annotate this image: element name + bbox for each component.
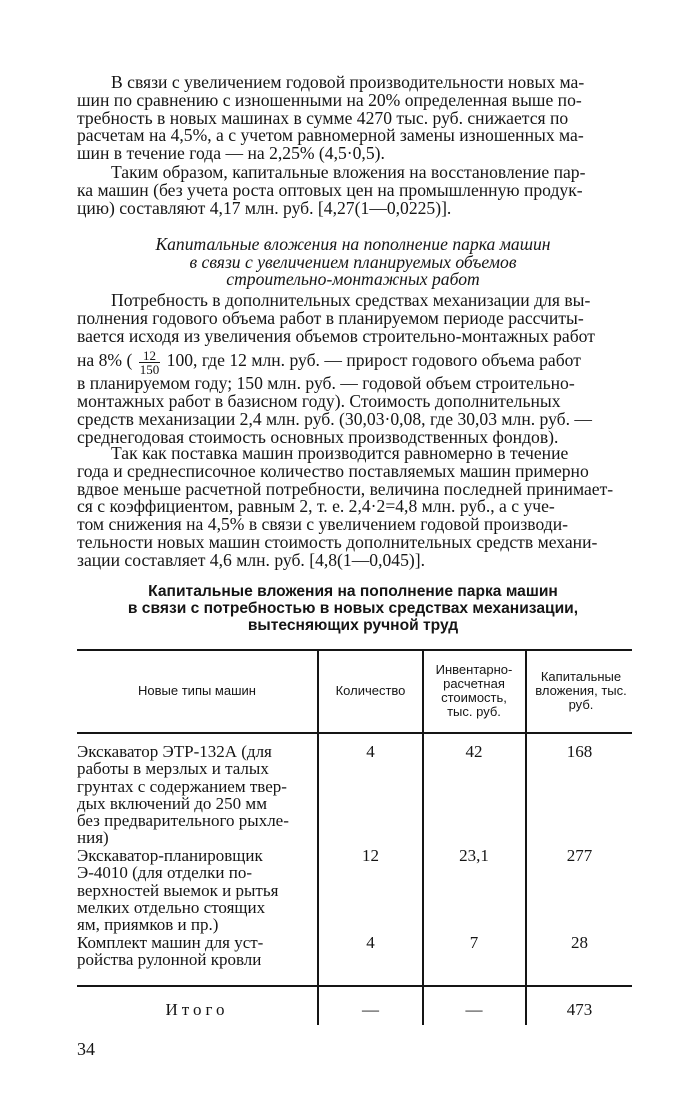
cell-line: без предварительного рыхле- <box>77 811 289 831</box>
paragraph-renewal-reduction <box>77 74 629 163</box>
cell-line: Комплект машин для уст- <box>77 933 264 952</box>
cell-line: Экскаватор ЭТР-132А (для <box>77 742 272 761</box>
heading-line: Капитальные вложения на пополнение парка машин <box>155 234 551 254</box>
cell-line: Экскаватор-планировщик <box>77 846 263 865</box>
formula-suffix: 100, где 12 млн. руб. — прирост годового объема работ <box>166 350 581 371</box>
paragraph-additional-mechanization <box>77 292 629 447</box>
text-line: монтажных работ в базисном году). Стоимость дополнительных <box>77 391 561 412</box>
cell-line: верхностей выемок и рытья <box>77 880 279 900</box>
cell-line: работы в мерзлых и талых <box>77 759 269 779</box>
text-line: Потребность в дополнительных средствах механизации для вы- <box>111 290 591 310</box>
header-investment: Капитальные вложения, тыс. руб. <box>535 668 627 712</box>
text-line: среднегодовая стоимость основных производственных фондов). <box>77 426 559 447</box>
section-heading <box>77 236 629 289</box>
table-title <box>77 583 629 634</box>
text-line: вдвое меньше расчетной потребности, величина последней принимает- <box>77 478 614 499</box>
text-line: Таким образом, капитальные вложения на восстановление пар- <box>111 162 586 182</box>
cell-investment: 277 <box>566 846 593 865</box>
text-line: В связи с увеличением годовой производительности новых ма- <box>111 72 585 92</box>
table-total-rule <box>77 985 632 987</box>
text-line: шин в течение года — на 2,25% (4,5·0,5). <box>77 143 385 164</box>
text-line: вается исходя из увеличения объемов строительно-монтажных работ <box>77 325 595 346</box>
cell-investment: 28 <box>571 933 588 952</box>
text-line: том снижения на 4,5% в связи с увеличением годовой производи- <box>77 514 568 535</box>
text-line: тельности новых машин стоимость дополнительных средств механи- <box>77 531 598 552</box>
column-divider <box>525 649 527 1025</box>
cell-quantity: 12 <box>362 846 379 865</box>
table-header-rule <box>77 732 632 734</box>
cell-line: дых включений до 250 мм <box>77 793 267 813</box>
table-title-line: вытесняющих ручной труд <box>247 617 459 634</box>
heading-line: строительно-монтажных работ <box>226 269 480 289</box>
text-line: в планируемом году; 150 млн. руб. — годовой объем строительно- <box>77 373 575 394</box>
text-line: Так как поставка машин производится равномерно в течение <box>111 443 569 463</box>
table-row-name <box>77 934 310 969</box>
text-line: ка машин (без учета роста оптовых цен на промышленную продук- <box>77 179 583 200</box>
total-label: Итого <box>165 1000 229 1019</box>
cell-unit-cost: 7 <box>469 933 479 952</box>
text-line: расчетам на 4,5%, а с учетом равномерной замены изношенных ма- <box>77 125 584 146</box>
cell-line: Э-4010 (для отделки по- <box>77 863 253 883</box>
table-title-line: Капитальные вложения на пополнение парка машин <box>148 583 558 600</box>
column-divider <box>422 649 424 1025</box>
table-row-name <box>77 847 310 933</box>
header-unit-cost: Инвентарно-расчетная стоимость, тыс. руб. <box>435 661 513 719</box>
text-line: года и среднесписочное количество поставляемых машин примерно <box>77 460 589 481</box>
cell-line: грунтах с содержанием твер- <box>77 776 287 796</box>
cell-quantity: 4 <box>366 933 375 952</box>
cell-unit-cost: 23,1 <box>459 846 489 865</box>
fraction <box>139 349 161 376</box>
paragraph-supply-coefficient <box>77 445 629 570</box>
cell-line: ройства рулонной кровли <box>77 950 262 970</box>
machines-table <box>77 649 632 1025</box>
table-row-name <box>77 743 310 847</box>
formula-prefix: на 8% ( <box>77 350 133 371</box>
paragraph-renewal-total <box>77 164 629 217</box>
text-line: цию) составляют 4,17 млн. руб. [4,27(1—0,0225)]. <box>77 197 452 218</box>
text-line: шин по сравнению с изношенными на 20% определенная выше по- <box>77 89 582 110</box>
text-line: ся с коэффициентом, равным 2, т. е. 2,4·2=4,8 млн. руб., а с уче- <box>77 496 555 517</box>
header-quantity: Количество <box>335 682 406 698</box>
cell-line: ния) <box>77 828 109 848</box>
cell-line: мелких отдельно стоящих <box>77 897 266 917</box>
text-line: средств механизации 2,4 млн. руб. (30,03·0,08, где 30,03 млн. руб. — <box>77 408 593 429</box>
fraction-denominator: 150 <box>139 361 160 377</box>
cell-investment: 168 <box>566 742 593 761</box>
text-line: полнения годового объема работ в планируемом периоде рассчиты- <box>77 307 584 328</box>
formula-line <box>77 345 629 375</box>
fraction-numerator: 12 <box>139 349 161 363</box>
table-title-line: в связи с потребностью в новых средствах механизации, <box>127 600 579 617</box>
cell-line: ям, приямков и пр.) <box>77 915 219 935</box>
heading-line: в связи с увеличением планируемых объемов <box>189 251 517 272</box>
page-number: 34 <box>77 1039 95 1059</box>
total-quantity: — <box>362 1000 379 1019</box>
cell-unit-cost: 42 <box>465 742 483 761</box>
total-unit-cost: — <box>465 1000 483 1019</box>
cell-quantity: 4 <box>366 742 375 761</box>
text-line: зации составляет 4,6 млн. руб. [4,8(1—0,045)]. <box>77 549 426 570</box>
header-machine-types: Новые типы машин <box>138 682 256 698</box>
text-line: требность в новых машинах в сумме 4270 тыс. руб. снижается по <box>77 107 569 128</box>
total-investment: 473 <box>566 1000 593 1019</box>
